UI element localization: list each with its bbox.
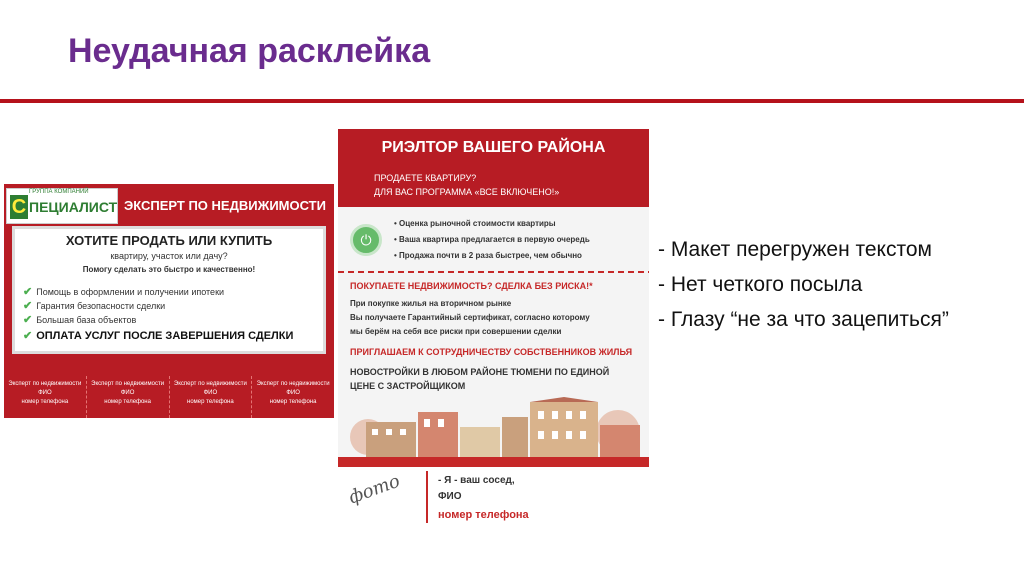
poster-b-text: Вы получаете Гарантийный сертификат, согласно которому bbox=[350, 313, 590, 322]
check-icon: ✔ bbox=[23, 330, 33, 342]
tear-off-tab: Эксперт по недвижимости ФИО номер телефона bbox=[8, 381, 82, 405]
check-icon: ✔ bbox=[23, 314, 33, 326]
bullet-item: • Ваша квартира предлагается в первую очередь bbox=[394, 235, 590, 244]
poster-a-headline: ХОТИТЕ ПРОДАТЬ ИЛИ КУПИТЬ bbox=[65, 233, 273, 248]
list-item: ✔ Помощь в оформлении и получении ипотеки bbox=[23, 286, 225, 298]
city-illustration bbox=[338, 397, 649, 467]
poster-b-header bbox=[338, 129, 649, 207]
logo-letter: С bbox=[11, 196, 27, 218]
critique-notes bbox=[658, 232, 949, 337]
poster-b-question-1: ПРОДАЕТЕ КВАРТИРУ? bbox=[374, 173, 477, 183]
tear-off-tab: Эксперт по недвижимости ФИО номер телефона bbox=[86, 376, 169, 418]
note-item: - Макет перегружен текстом bbox=[658, 238, 932, 261]
name-text: ФИО bbox=[438, 491, 462, 502]
poster-a-card bbox=[12, 226, 326, 354]
neighbor-text: - Я - ваш сосед, bbox=[438, 475, 515, 486]
poster-b-text: мы берём на себя все риски при совершении сделки bbox=[350, 327, 562, 336]
poster-a-subtitle-2: Помогу сделать это быстро и качественно! bbox=[82, 265, 256, 274]
logo-text: ПЕЦИАЛИСТ bbox=[29, 199, 118, 215]
list-item-main: ✔ ОПЛАТА УСЛУГ ПОСЛЕ ЗАВЕРШЕНИЯ СДЕЛКИ bbox=[23, 329, 294, 342]
poster-b-title: РИЭЛТОР ВАШЕГО РАЙОНА bbox=[381, 139, 606, 156]
tear-off-tab: Эксперт по недвижимости ФИО номер телефона bbox=[251, 376, 334, 418]
tear-off-tab: Эксперт по недвижимости ФИО номер телефона bbox=[169, 376, 252, 418]
poster-b-footer bbox=[338, 467, 649, 527]
title-divider bbox=[0, 99, 1024, 103]
poster-expert bbox=[4, 184, 334, 418]
note-item: - Нет четкого посыла bbox=[658, 273, 863, 296]
photo-placeholder: фото bbox=[346, 470, 403, 509]
check-icon: ✔ bbox=[23, 300, 33, 312]
poster-realtor bbox=[338, 129, 649, 527]
power-icon: ⏻ bbox=[350, 224, 382, 256]
poster-a-subtitle: квартиру, участок или дачу? bbox=[110, 251, 228, 261]
check-icon: ✔ bbox=[23, 286, 33, 298]
poster-b-text: При покупке жилья на вторичном рынке bbox=[350, 299, 512, 308]
logo-top-text: ГРУППА КОМПАНИЙ bbox=[29, 189, 89, 195]
list-item: ✔ Большая база объектов bbox=[23, 314, 137, 326]
phone-text: номер телефона bbox=[438, 509, 529, 521]
poster-b-offer: ПОКУПАЕТЕ НЕДВИЖИМОСТЬ? СДЕЛКА БЕЗ РИСКА!* bbox=[350, 281, 593, 291]
company-logo bbox=[6, 188, 118, 224]
slide-title: Неудачная расклейка bbox=[68, 32, 431, 70]
bullet-item: • Оценка рыночной стоимости квартиры bbox=[394, 219, 556, 228]
poster-a-header: ЭКСПЕРТ ПО НЕДВИЖИМОСТИ bbox=[124, 198, 326, 213]
bullet-item: • Продажа почти в 2 раза быстрее, чем обычно bbox=[394, 251, 582, 260]
poster-b-invite: ПРИГЛАШАЕМ К СОТРУДНИЧЕСТВУ СОБСТВЕННИКОВ ЖИЛЬЯ bbox=[350, 347, 633, 357]
note-item: - Глазу “не за что зацепиться” bbox=[658, 308, 949, 331]
poster-b-newbuild-1: НОВОСТРОЙКИ В ЛЮБОМ РАЙОНЕ ТЮМЕНИ ПО ЕДИНОЙ bbox=[350, 367, 610, 377]
poster-b-newbuild-2: ЦЕНЕ С ЗАСТРОЙЩИКОМ bbox=[350, 381, 466, 391]
list-item: ✔ Гарантия безопасности сделки bbox=[23, 300, 166, 312]
dashed-divider bbox=[338, 271, 649, 273]
poster-b-question-2: ДЛЯ ВАС ПРОГРАММА «ВСЕ ВКЛЮЧЕНО!» bbox=[374, 187, 560, 197]
vertical-divider bbox=[426, 471, 428, 523]
tear-off-tabs bbox=[4, 376, 334, 418]
